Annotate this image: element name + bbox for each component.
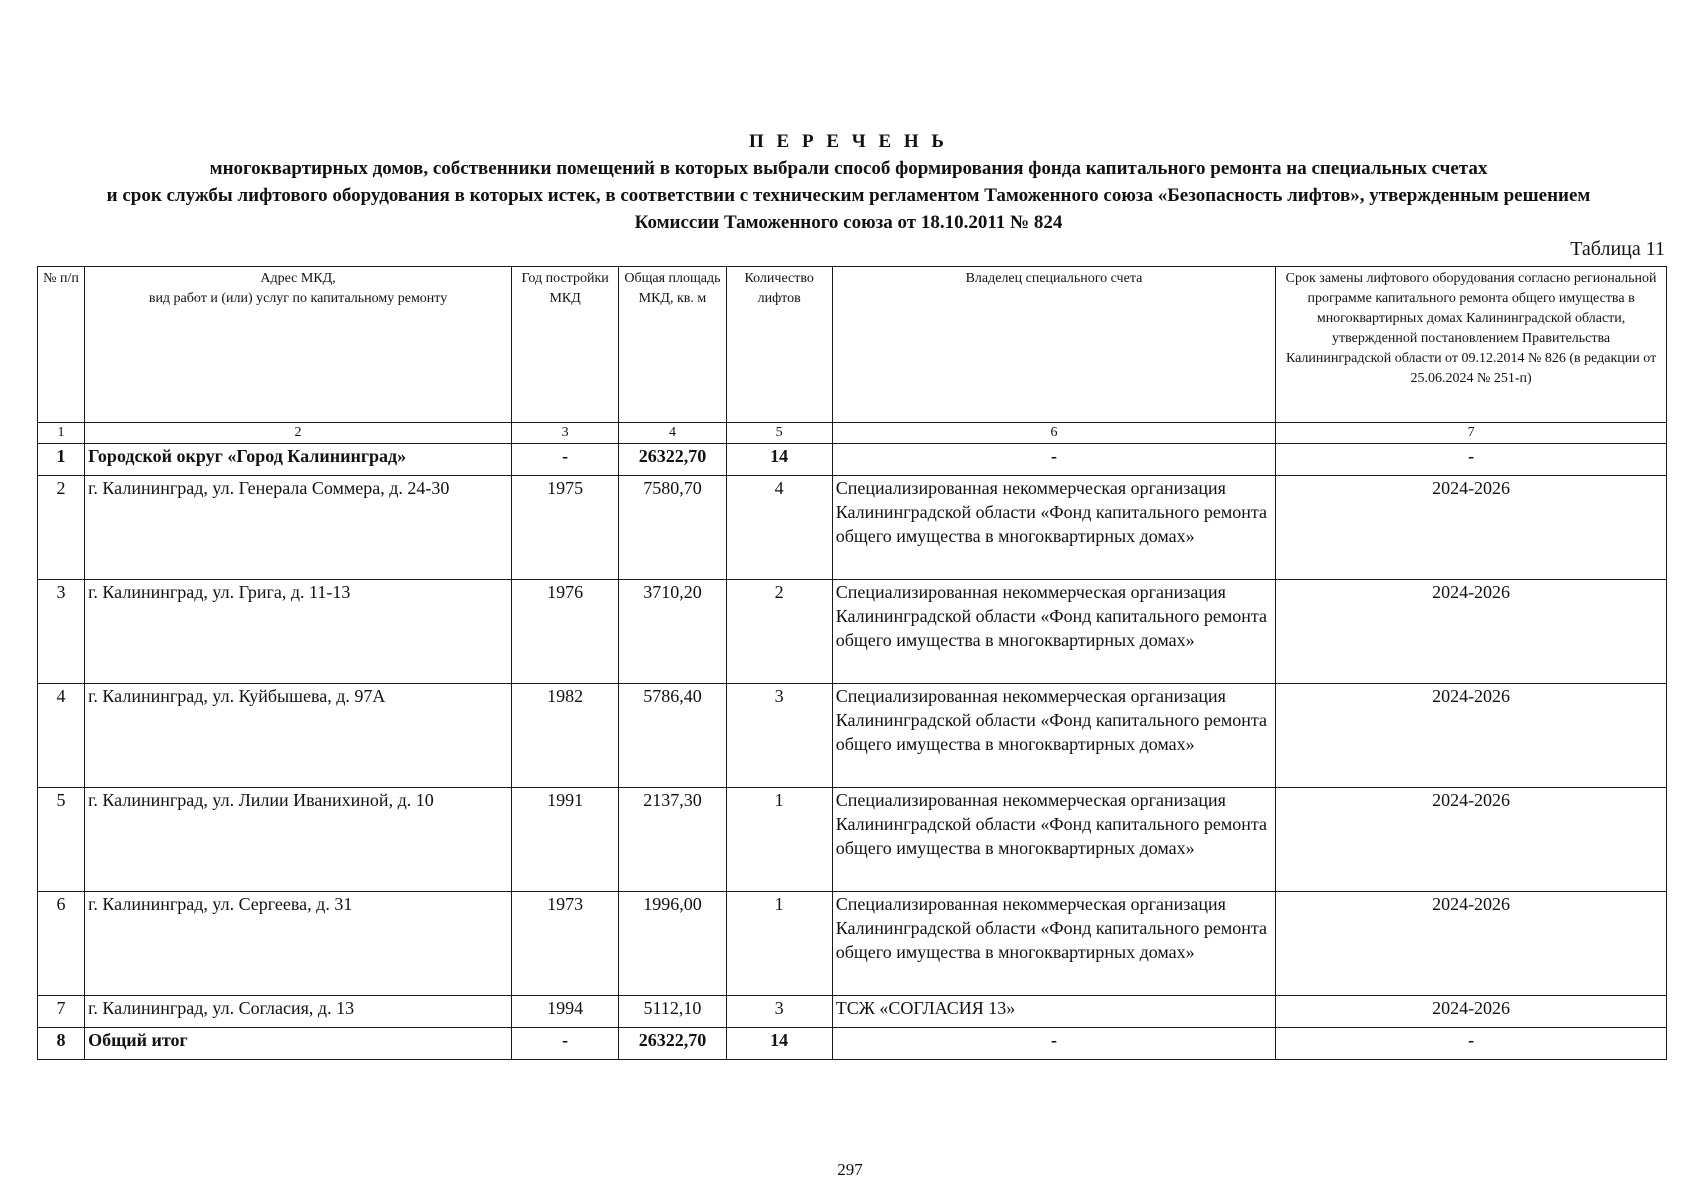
cell-year: - xyxy=(512,1028,619,1060)
table-row xyxy=(38,444,1667,476)
cell-num: 3 xyxy=(38,580,85,684)
cell-address: г. Калининград, ул. Генерала Соммера, д. 24-30 xyxy=(85,476,512,580)
cell-lifts: 1 xyxy=(726,892,832,996)
cell-address: г. Калининград, ул. Лилии Иванихиной, д. 10 xyxy=(85,788,512,892)
cell-owner: - xyxy=(832,444,1275,476)
cell-year: 1973 xyxy=(512,892,619,996)
cell-address: г. Калининград, ул. Грига, д. 11-13 xyxy=(85,580,512,684)
header-lifts: Количество лифтов xyxy=(726,267,832,423)
header-year: Год постройки МКД xyxy=(512,267,619,423)
cell-year: 1982 xyxy=(512,684,619,788)
cell-period: 2024-2026 xyxy=(1276,996,1667,1028)
cell-address: г. Калининград, ул. Куйбышева, д. 97А xyxy=(85,684,512,788)
column-number: 6 xyxy=(832,423,1275,444)
cell-area: 3710,20 xyxy=(619,580,726,684)
cell-year: 1991 xyxy=(512,788,619,892)
cell-owner: Специализированная некоммерческая организация Калининградской области «Фонд капитального ремонта общего имущества в многоквартирных домах» xyxy=(832,476,1275,580)
page-number: 297 xyxy=(837,1160,863,1179)
subtitle-line-2: и срок службы лифтового оборудования в которых истек, в соответствии с техническим регламентом Таможенного союза «Безопасность лифтов», утвержденным решением xyxy=(106,185,1591,206)
column-number: 3 xyxy=(512,423,619,444)
header-address: Адрес МКД, вид работ и (или) услуг по капитальному ремонту xyxy=(85,267,512,423)
cell-period: - xyxy=(1276,1028,1667,1060)
cell-period: 2024-2026 xyxy=(1276,788,1667,892)
table-row-total xyxy=(38,1028,1667,1060)
cell-num: 1 xyxy=(38,444,85,476)
cell-address: г. Калининград, ул. Согласия, д. 13 xyxy=(85,996,512,1028)
cell-address: Городской округ «Город Калининград» xyxy=(85,444,512,476)
header-row xyxy=(38,267,1667,423)
cell-area: 1996,00 xyxy=(619,892,726,996)
column-numbers-row xyxy=(38,423,1667,444)
cell-area: 26322,70 xyxy=(619,1028,726,1060)
cell-area: 26322,70 xyxy=(619,444,726,476)
cell-lifts: 14 xyxy=(726,1028,832,1060)
column-number: 4 xyxy=(619,423,726,444)
cell-year: 1994 xyxy=(512,996,619,1028)
cell-num: 7 xyxy=(38,996,85,1028)
cell-area: 5112,10 xyxy=(619,996,726,1028)
cell-lifts: 3 xyxy=(726,684,832,788)
table-row xyxy=(38,892,1667,996)
cell-address: г. Калининград, ул. Сергеева, д. 31 xyxy=(85,892,512,996)
title-block xyxy=(30,128,1667,236)
subtitle-line-1: многоквартирных домов, собственники помещений в которых выбрали способ формирования фонда капитального ремонта на специальных счетах xyxy=(209,158,1488,179)
cell-period: 2024-2026 xyxy=(1276,580,1667,684)
subtitle-line-3: Комиссии Таможенного союза от 18.10.2011 № 824 xyxy=(634,212,1063,233)
cell-period: 2024-2026 xyxy=(1276,892,1667,996)
cell-lifts: 4 xyxy=(726,476,832,580)
cell-area: 5786,40 xyxy=(619,684,726,788)
cell-owner: Специализированная некоммерческая организация Калининградской области «Фонд капитального ремонта общего имущества в многоквартирных домах» xyxy=(832,788,1275,892)
column-number: 7 xyxy=(1276,423,1667,444)
table-caption: Таблица 11 xyxy=(1570,238,1665,260)
table-row xyxy=(38,580,1667,684)
table-row xyxy=(38,996,1667,1028)
cell-lifts: 3 xyxy=(726,996,832,1028)
cell-owner: Специализированная некоммерческая организация Калининградской области «Фонд капитального ремонта общего имущества в многоквартирных домах» xyxy=(832,892,1275,996)
cell-num: 4 xyxy=(38,684,85,788)
cell-period: 2024-2026 xyxy=(1276,476,1667,580)
cell-owner: - xyxy=(832,1028,1275,1060)
column-number: 2 xyxy=(85,423,512,444)
header-owner: Владелец специального счета xyxy=(832,267,1275,423)
buildings-table xyxy=(37,266,1667,1060)
header-period: Срок замены лифтового оборудования согласно региональной программе капитального ремонта общего имущества в многоквартирных домах Калининградской области, утвержденной постановлением Правительства Калининградской области от 09.12.2014 № 826 (в редакции от 25.06.2024 № 251-п) xyxy=(1276,267,1667,423)
header-num: № п/п xyxy=(38,267,85,423)
cell-num: 6 xyxy=(38,892,85,996)
cell-lifts: 14 xyxy=(726,444,832,476)
cell-area: 2137,30 xyxy=(619,788,726,892)
cell-owner: ТСЖ «СОГЛАСИЯ 13» xyxy=(832,996,1275,1028)
table-row xyxy=(38,788,1667,892)
cell-year: - xyxy=(512,444,619,476)
cell-lifts: 2 xyxy=(726,580,832,684)
cell-num: 8 xyxy=(38,1028,85,1060)
cell-address: Общий итог xyxy=(85,1028,512,1060)
document-title: П Е Р Е Ч Е Н Ь xyxy=(749,131,948,152)
cell-lifts: 1 xyxy=(726,788,832,892)
cell-year: 1976 xyxy=(512,580,619,684)
cell-period: - xyxy=(1276,444,1667,476)
cell-num: 2 xyxy=(38,476,85,580)
header-area: Общая площадь МКД, кв. м xyxy=(619,267,726,423)
cell-area: 7580,70 xyxy=(619,476,726,580)
table-row xyxy=(38,684,1667,788)
cell-owner: Специализированная некоммерческая организация Калининградской области «Фонд капитального ремонта общего имущества в многоквартирных домах» xyxy=(832,580,1275,684)
cell-owner: Специализированная некоммерческая организация Калининградской области «Фонд капитального ремонта общего имущества в многоквартирных домах» xyxy=(832,684,1275,788)
cell-num: 5 xyxy=(38,788,85,892)
cell-period: 2024-2026 xyxy=(1276,684,1667,788)
table-row xyxy=(38,476,1667,580)
column-number: 5 xyxy=(726,423,832,444)
column-number: 1 xyxy=(38,423,85,444)
cell-year: 1975 xyxy=(512,476,619,580)
